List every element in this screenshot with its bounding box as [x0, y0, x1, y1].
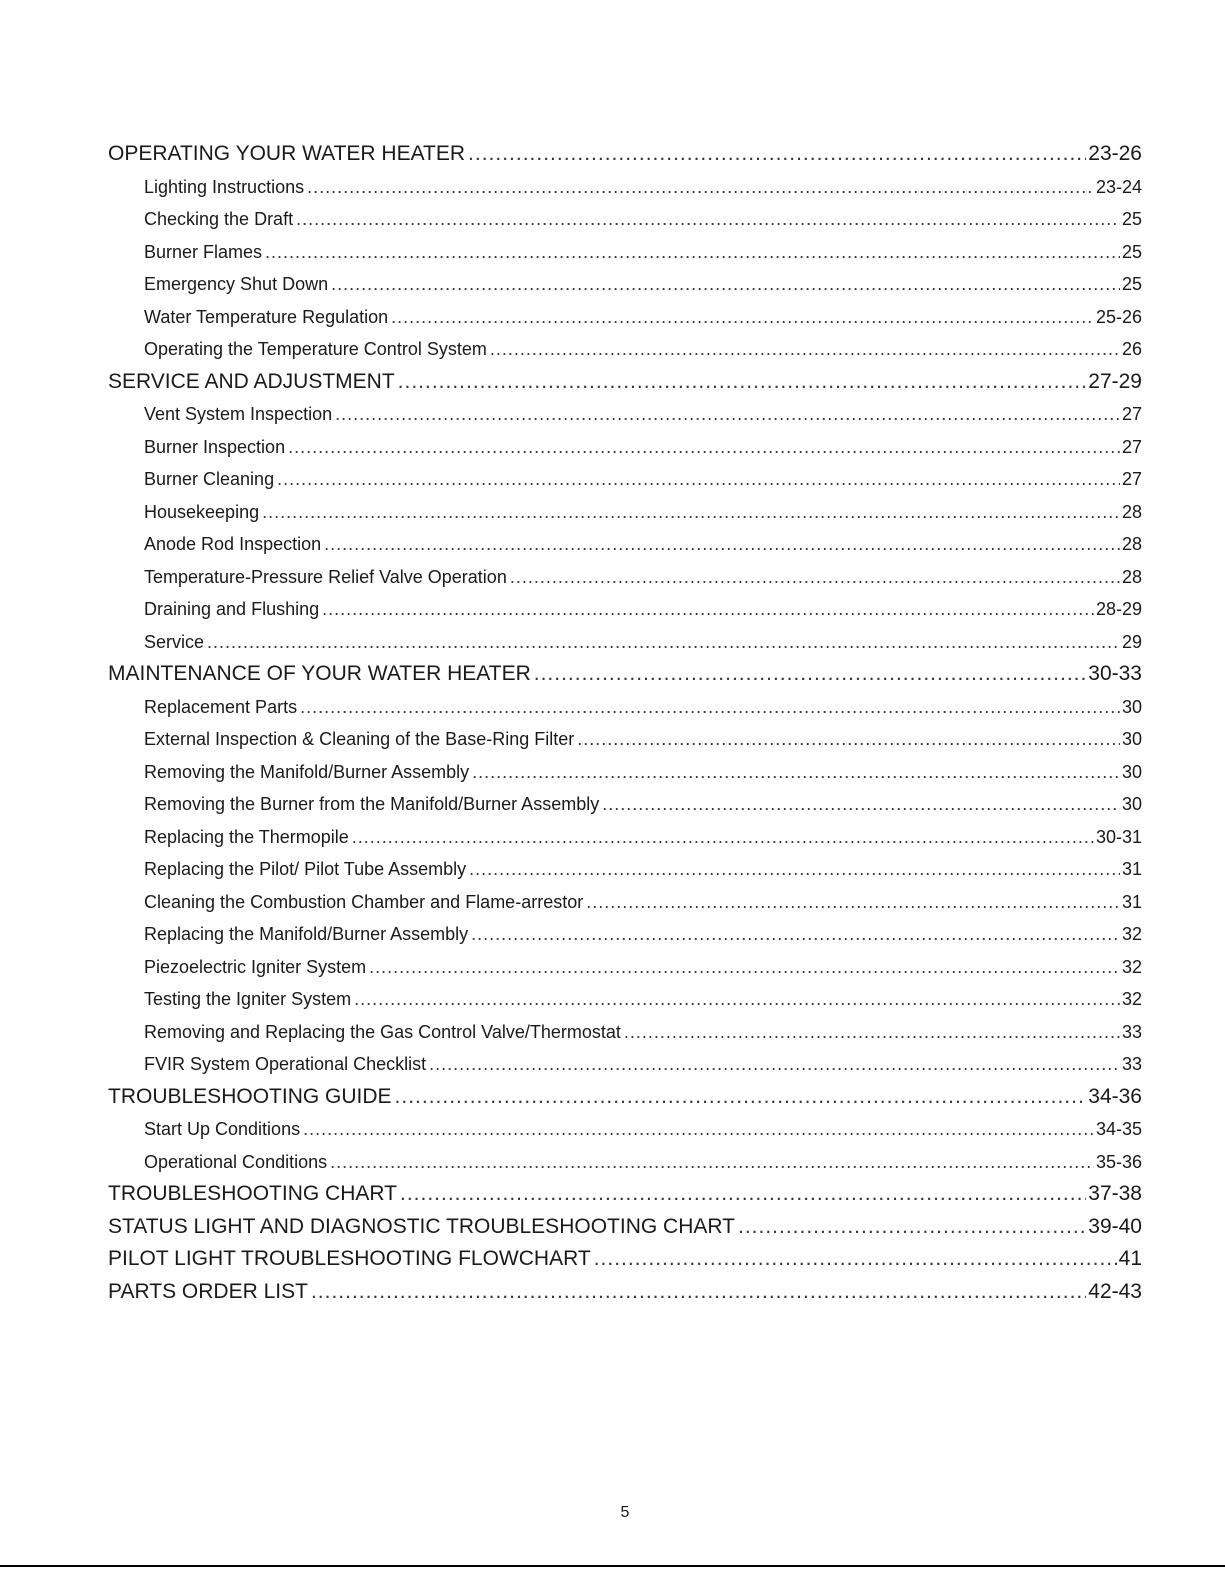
dot-leader	[624, 1016, 1120, 1049]
toc-entry-page: 27	[1121, 436, 1142, 457]
toc-subsection-entry[interactable]	[108, 951, 1142, 984]
toc-section-entry[interactable]	[108, 1081, 1142, 1114]
toc-subsection-entry[interactable]	[108, 431, 1142, 464]
dot-leader	[468, 138, 1086, 171]
dot-leader	[472, 756, 1120, 789]
dot-leader	[311, 1276, 1086, 1309]
dot-leader	[303, 1113, 1094, 1146]
toc-entry-page: 31	[1121, 859, 1142, 879]
toc-entry-title: Burner Inspection	[144, 436, 286, 457]
dot-leader	[510, 561, 1120, 594]
dot-leader	[335, 398, 1120, 431]
toc-subsection-entry[interactable]	[108, 788, 1142, 821]
toc-entry-title: FVIR System Operational Checklist	[144, 1054, 427, 1074]
toc-subsection-entry[interactable]	[108, 626, 1142, 659]
dot-leader	[398, 366, 1087, 399]
toc-entry-title: Burner Cleaning	[144, 469, 275, 489]
toc-entry-title: Replacing the Pilot/ Pilot Tube Assembly	[144, 859, 467, 879]
toc-entry-page: 42-43	[1088, 1279, 1142, 1303]
toc-entry-title: Operational Conditions	[144, 1151, 328, 1172]
toc-entry-title: Replacing the Manifold/Burner Assembly	[144, 924, 469, 944]
toc-entry-page: 26	[1121, 339, 1142, 359]
toc-subsection-entry[interactable]	[108, 1048, 1142, 1081]
dot-leader	[369, 951, 1120, 984]
toc-entry-page: 32	[1121, 956, 1142, 977]
dot-leader	[288, 431, 1120, 464]
dot-leader	[738, 1211, 1086, 1244]
toc-entry-page: 39-40	[1088, 1214, 1142, 1238]
dot-leader	[490, 333, 1120, 366]
toc-entry-title: OPERATING YOUR WATER HEATER	[108, 142, 466, 165]
toc-entry-page: 41	[1118, 1247, 1142, 1270]
toc-entry-title: TROUBLESHOOTING GUIDE	[108, 1084, 392, 1108]
toc-entry-page: 35-36	[1095, 1151, 1142, 1172]
bottom-rule	[0, 1565, 1225, 1567]
toc-entry-page: 27	[1121, 469, 1142, 489]
toc-subsection-entry[interactable]	[108, 886, 1142, 919]
toc-entry-page: 28-29	[1095, 599, 1142, 619]
dot-leader	[471, 918, 1120, 951]
toc-subsection-entry[interactable]	[108, 463, 1142, 496]
dot-leader	[534, 658, 1087, 691]
toc-entry-page: 25	[1121, 241, 1142, 262]
page-number: 5	[620, 1504, 630, 1521]
toc-entry-title: SERVICE AND ADJUSTMENT	[108, 369, 395, 393]
toc-subsection-entry[interactable]	[108, 918, 1142, 951]
dot-leader	[207, 626, 1120, 659]
toc-entry-page: 28	[1121, 534, 1142, 554]
toc-subsection-entry[interactable]	[108, 1113, 1142, 1146]
toc-subsection-entry[interactable]	[108, 333, 1142, 366]
toc-entry-title: Replacing the Thermopile	[144, 826, 349, 847]
dot-leader	[354, 983, 1120, 1016]
toc-entry-title: PARTS ORDER LIST	[108, 1279, 308, 1303]
toc-section-entry[interactable]	[108, 658, 1142, 691]
toc-subsection-entry[interactable]	[108, 983, 1142, 1016]
toc-entry-page: 27-29	[1088, 369, 1142, 393]
toc-entry-title: Housekeeping	[144, 501, 260, 522]
toc-entry-title: PILOT LIGHT TROUBLESHOOTING FLOWCHART	[108, 1247, 591, 1270]
dot-leader	[586, 886, 1120, 919]
toc-entry-page: 25	[1121, 209, 1142, 229]
dot-leader	[322, 593, 1094, 626]
dot-leader	[296, 203, 1120, 236]
dot-leader	[400, 1178, 1086, 1211]
toc-entry-title: Operating the Temperature Control System	[144, 339, 487, 359]
toc-section-entry[interactable]	[108, 1243, 1142, 1276]
dot-leader	[300, 691, 1120, 724]
toc-entry-title: Vent System Inspection	[144, 404, 333, 424]
toc-subsection-entry[interactable]	[108, 821, 1142, 854]
table-of-contents	[108, 138, 1142, 1308]
toc-entry-page: 31	[1121, 891, 1142, 912]
toc-entry-page: 37-38	[1088, 1182, 1142, 1205]
toc-section-entry[interactable]	[108, 138, 1142, 171]
toc-subsection-entry[interactable]	[108, 1016, 1142, 1049]
toc-entry-page: 32	[1121, 989, 1142, 1009]
toc-subsection-entry[interactable]	[108, 398, 1142, 431]
toc-subsection-entry[interactable]	[108, 593, 1142, 626]
toc-subsection-entry[interactable]	[108, 528, 1142, 561]
dot-leader	[391, 301, 1094, 334]
toc-section-entry[interactable]	[108, 1178, 1142, 1211]
toc-entry-page: 28	[1121, 501, 1142, 522]
toc-subsection-entry[interactable]	[108, 691, 1142, 724]
toc-subsection-entry[interactable]	[108, 561, 1142, 594]
dot-leader	[352, 821, 1094, 854]
toc-entry-page: 30	[1121, 794, 1142, 814]
toc-entry-page: 30	[1121, 696, 1142, 717]
dot-leader	[330, 1146, 1094, 1179]
toc-subsection-entry[interactable]	[108, 1146, 1142, 1179]
toc-subsection-entry[interactable]	[108, 723, 1142, 756]
toc-entry-page: 29	[1121, 631, 1142, 652]
toc-subsection-entry[interactable]	[108, 203, 1142, 236]
toc-entry-title: Emergency Shut Down	[144, 274, 329, 294]
toc-entry-title: Removing the Burner from the Manifold/Burner Assembly	[144, 794, 600, 814]
toc-entry-title: Lighting Instructions	[144, 176, 305, 197]
dot-leader	[594, 1243, 1117, 1276]
toc-entry-page: 34-35	[1095, 1119, 1142, 1139]
toc-entry-title: Water Temperature Regulation	[144, 306, 389, 327]
toc-entry-title: Anode Rod Inspection	[144, 534, 322, 554]
dot-leader	[395, 1081, 1087, 1114]
toc-entry-title: Temperature-Pressure Relief Valve Operation	[144, 566, 507, 587]
toc-entry-page: 33	[1121, 1021, 1142, 1042]
dot-leader	[429, 1048, 1120, 1081]
toc-subsection-entry[interactable]	[108, 171, 1142, 204]
toc-entry-page: 30-33	[1088, 662, 1142, 685]
toc-entry-title: Burner Flames	[144, 241, 263, 262]
toc-entry-title: TROUBLESHOOTING CHART	[108, 1182, 397, 1205]
toc-section-entry[interactable]	[108, 1211, 1142, 1244]
dot-leader	[265, 236, 1120, 269]
toc-entry-page: 25	[1121, 274, 1142, 294]
toc-subsection-entry[interactable]	[108, 236, 1142, 269]
toc-entry-title: Removing the Manifold/Burner Assembly	[144, 761, 470, 782]
toc-subsection-entry[interactable]	[108, 268, 1142, 301]
toc-entry-title: Piezoelectric Igniter System	[144, 956, 367, 977]
toc-entry-page: 33	[1121, 1054, 1142, 1074]
toc-entry-page: 25-26	[1095, 306, 1142, 327]
toc-entry-page: 23-24	[1095, 176, 1142, 197]
toc-entry-page: 34-36	[1088, 1084, 1142, 1108]
toc-entry-page: 23-26	[1088, 142, 1142, 165]
toc-entry-title: Testing the Igniter System	[144, 989, 352, 1009]
toc-entry-title: Draining and Flushing	[144, 599, 320, 619]
dot-leader	[277, 463, 1120, 496]
toc-entry-page: 27	[1121, 404, 1142, 424]
toc-subsection-entry[interactable]	[108, 756, 1142, 789]
toc-entry-page: 32	[1121, 924, 1142, 944]
dot-leader	[324, 528, 1120, 561]
toc-entry-page: 30-31	[1095, 826, 1142, 847]
toc-entry-page: 30	[1121, 761, 1142, 782]
toc-entry-page: 30	[1121, 729, 1142, 749]
dot-leader	[307, 171, 1094, 204]
dot-leader	[602, 788, 1120, 821]
dot-leader	[331, 268, 1120, 301]
toc-entry-title: Start Up Conditions	[144, 1119, 301, 1139]
toc-subsection-entry[interactable]	[108, 853, 1142, 886]
dot-leader	[262, 496, 1120, 529]
toc-entry-title: Replacement Parts	[144, 696, 298, 717]
toc-entry-title: Service	[144, 631, 205, 652]
toc-entry-title: MAINTENANCE OF YOUR WATER HEATER	[108, 662, 531, 685]
toc-section-entry[interactable]	[108, 1276, 1142, 1309]
toc-section-entry[interactable]	[108, 366, 1142, 399]
toc-entry-title: Cleaning the Combustion Chamber and Flame-arrestor	[144, 891, 584, 912]
toc-entry-title: Checking the Draft	[144, 209, 294, 229]
dot-leader	[469, 853, 1120, 886]
dot-leader	[577, 723, 1120, 756]
toc-subsection-entry[interactable]	[108, 496, 1142, 529]
toc-entry-title: STATUS LIGHT AND DIAGNOSTIC TROUBLESHOOTING CHART	[108, 1214, 735, 1238]
toc-entry-page: 28	[1121, 566, 1142, 587]
toc-subsection-entry[interactable]	[108, 301, 1142, 334]
toc-entry-title: External Inspection & Cleaning of the Base-Ring Filter	[144, 729, 575, 749]
toc-entry-title: Removing and Replacing the Gas Control Valve/Thermostat	[144, 1021, 621, 1042]
